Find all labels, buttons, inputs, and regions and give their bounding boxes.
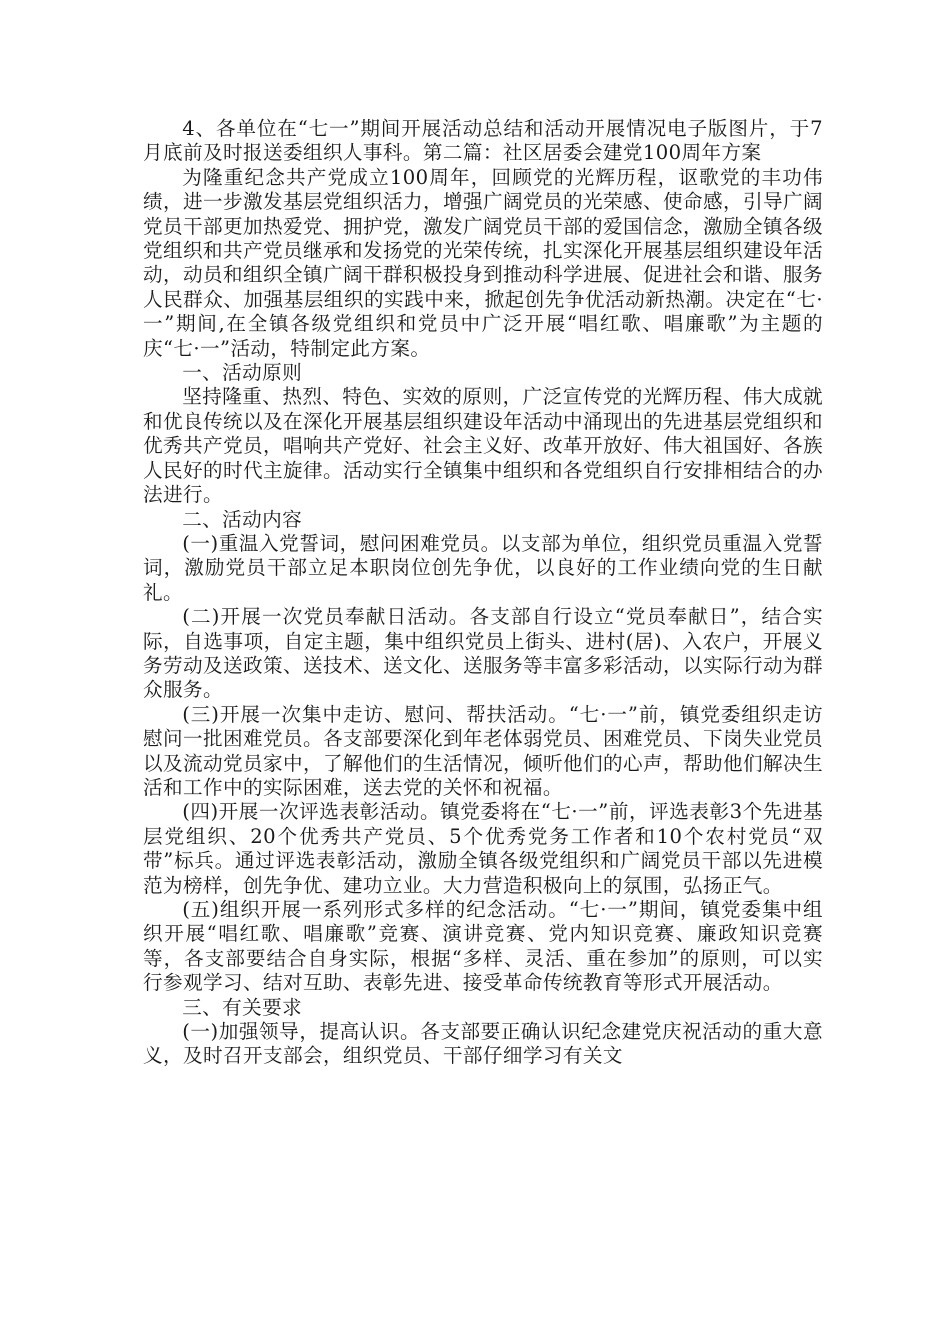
- paragraph-content-item-4: (四)开展一次评选表彰活动。镇党委将在“七·一”前，评选表彰3个先进基层党组织、20个优秀共产党员、5个优秀党务工作者和10个农村党员“双带”标兵。通过评选表彰活动，激励全镇各级党组织和广阔党员干部以先进模范为榜样，创先争优、建功立业。大力营造积极向上的氛围，弘扬正气。: [143, 800, 823, 897]
- paragraph-content-item-3: (三)开展一次集中走访、慰问、帮扶活动。“七·一”前，镇党委组织走访慰问一批困难党员。各支部要深化到年老体弱党员、困难党员、下岗失业党员以及流动党员家中，了解他们的生活情况，倾听他们的心声，帮助他们解决生活和工作中的实际困难，送去党的关怀和祝福。: [143, 702, 823, 799]
- paragraph-principles: 坚持隆重、热烈、特色、实效的原则，广泛宣传党的光辉历程、伟大成就和优良传统以及在深化开展基层组织建设年活动中涌现出的先进基层党组织和优秀共产党员，唱响共产党好、社会主义好、改革开放好、伟大祖国好、各族人民好的时代主旋律。活动实行全镇集中组织和各党组织自行安排相结合的办法进行。: [143, 385, 823, 507]
- document-body: [143, 117, 823, 1069]
- paragraph-report-requirement: 4、各单位在“七一”期间开展活动总结和活动开展情况电子版图片，于7月底前及时报送委组织人事科。第二篇：社区居委会建党100周年方案: [143, 117, 823, 165]
- paragraph-content-item-5: (五)组织开展一系列形式多样的纪念活动。“七·一”期间，镇党委集中组织开展“唱红歌、唱廉歌”竞赛、演讲竞赛、党内知识竞赛、廉政知识竞赛等，各支部要结合自身实际，根据“多样、灵活、重在参加”的原则，可以实行参观学习、结对互助、表彰先进、接受革命传统教育等形式开展活动。: [143, 898, 823, 995]
- section-heading-content: 二、活动内容: [182, 507, 303, 531]
- paragraph-content-item-2: (二)开展一次党员奉献日活动。各支部自行设立“党员奉献日”，结合实际，自选事项，自定主题，集中组织党员上街头、进村(居)、入农户，开展义务劳动及送政策、送技术、送文化、送服务等丰富多彩活动，以实际行动为群众服务。: [143, 605, 823, 702]
- section-heading-requirements: 三、有关要求: [182, 995, 303, 1019]
- section-heading-principles: 一、活动原则: [182, 361, 303, 385]
- paragraph-introduction: 为隆重纪念共产党成立100周年，回顾党的光辉历程，讴歌党的丰功伟绩，进一步激发基层党组织活力，增强广阔党员的光荣感、使命感，引导广阔党员干部更加热爱党、拥护党，激发广阔党员干部的爱国信念，激励全镇各级党组织和共产党员继承和发扬党的光荣传统，扎实深化开展基层组织建设年活动，动员和组织全镇广阔干群积极投身到推动科学进展、促进社会和谐、服务人民群众、加强基层组织的实践中来，掀起创先争优活动新热潮。决定在“七·一”期间,在全镇各级党组织和党员中广泛开展“唱红歌、唱廉歌”为主题的庆“七·一”活动，特制定此方案。: [143, 165, 823, 360]
- paragraph-requirement-1: (一)加强领导，提高认识。各支部要正确认识纪念建党庆祝活动的重大意义，及时召开支部会，组织党员、干部仔细学习有关文: [143, 1020, 823, 1068]
- paragraph-content-item-1: (一)重温入党誓词，慰问困难党员。以支部为单位，组织党员重温入党誓词，激励党员干部立足本职岗位创先争优，以良好的工作业绩向党的生日献礼。: [143, 531, 823, 604]
